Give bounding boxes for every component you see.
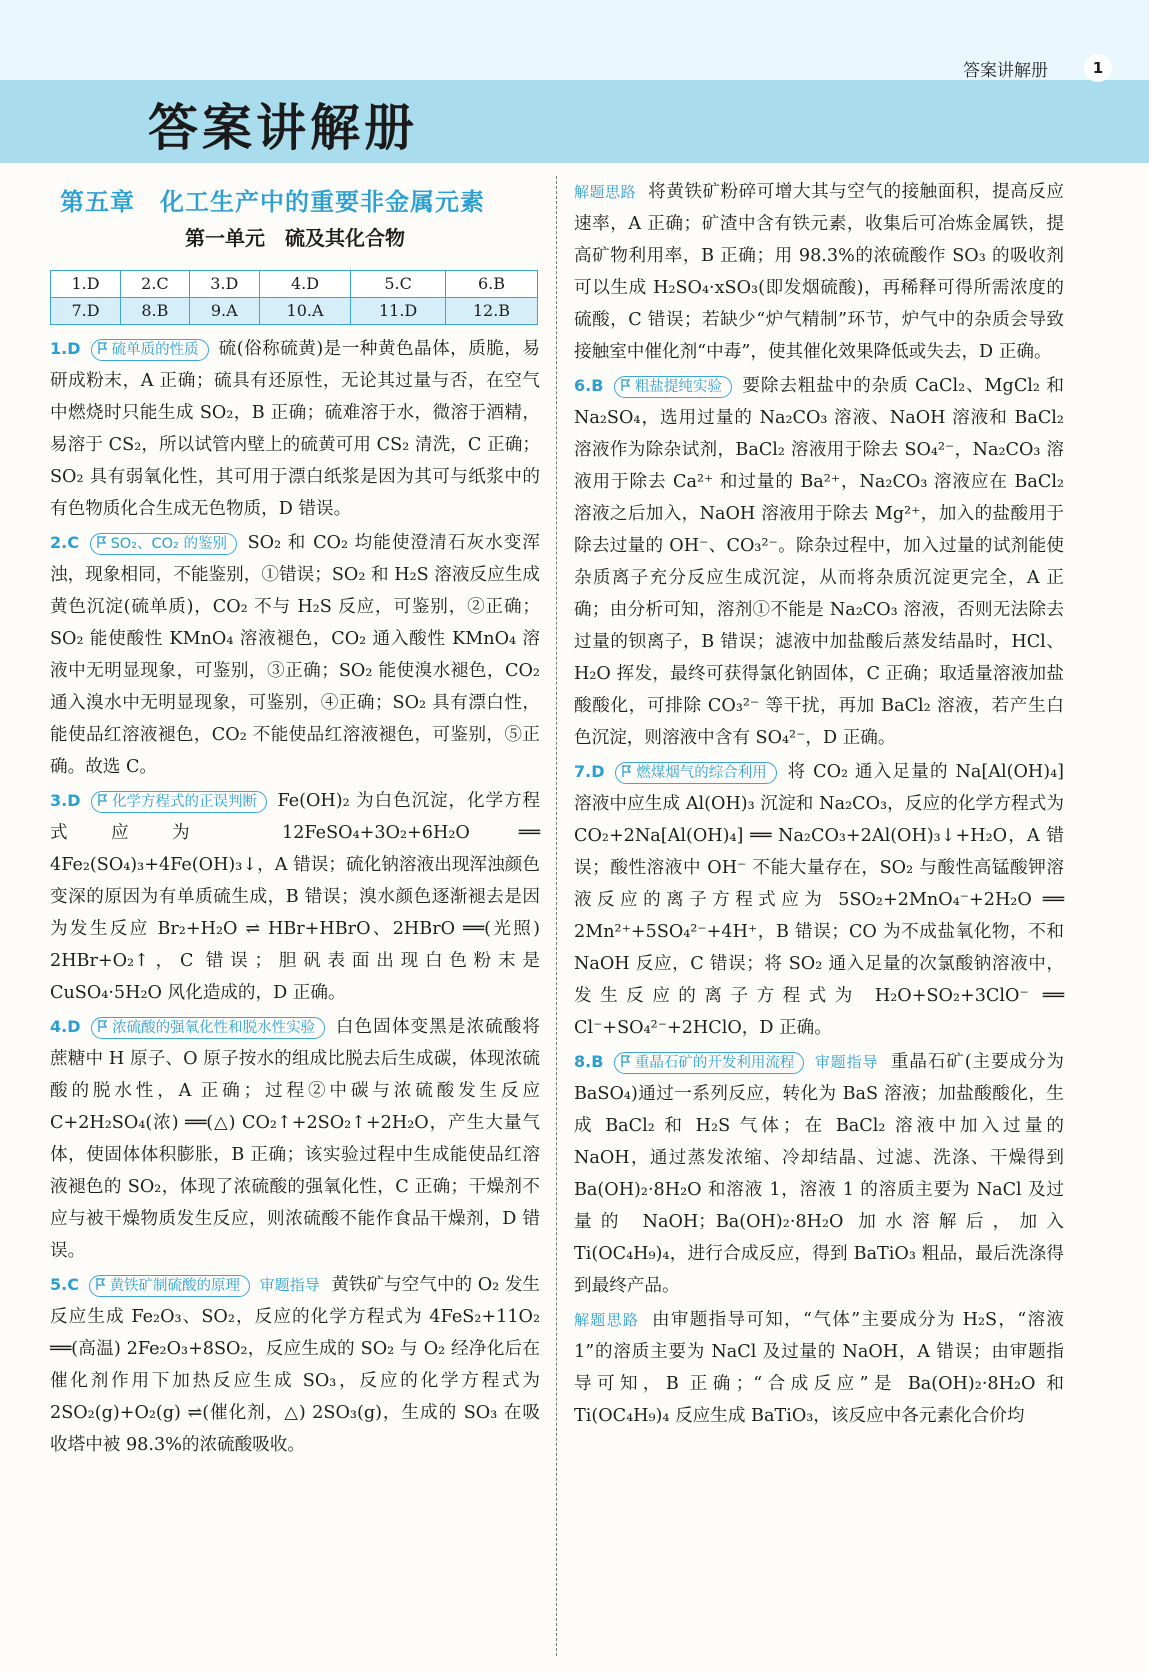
explanation-item: [574, 370, 1064, 754]
page-title: 答案讲解册: [148, 99, 418, 157]
topic-tag: [615, 762, 777, 784]
topic-tag-label: 粗盐提纯实验: [634, 379, 722, 395]
answer-cell: 3.D: [189, 271, 259, 298]
item-text: 要除去粗盐中的杂质 CaCl₂、MgCl₂ 和 Na₂SO₄，选用过量的 Na₂CO₃ 溶液、NaOH 溶液和 BaCl₂ 溶液作为除杂试剂，BaCl₂ 溶液用于除去 SO₄²⁻，Na₂CO₃ 溶液用于除去 Ca²⁺ 和过量的 Ba²⁺，Na₂CO₃ 溶液应在 BaCl₂ 溶液之后加入，NaOH 溶液用于除去 Mg²⁺，加入的盐酸用于除去过量的 OH⁻、CO₃²⁻。除杂过程中，加入过量的试剂能使杂质离子充分反应生成沉淀，从而将杂质沉淀更完全，A 正确；由分析可知，溶剂①不能是 Na₂CO₃ 溶液，否则无法除去过量的钡离子，B 错误；滤液中加盐酸后蒸发结晶时，HCl、H₂O 挥发，最终可获得氯化钠固体，C 正确；取适量溶液加盐酸酸化，可排除 CO₃²⁻ 等干扰，再加 BaCl₂ 溶液，若产生白色沉淀，则溶液中含有 SO₄²⁻，D 正确。: [574, 376, 1065, 748]
item-text: 由审题指导可知，“气体”主要成分为 H₂S，“溶液 1”的溶质主要为 NaCl 及过量的 NaOH，A 错误；由审题指导可知，B 正确；“合成反应”是 Ba(OH)₂·8H₂O 和 Ti(OC₄H₉)₄ 反应生成 BaTiO₃，该反应中各元素化合价均: [574, 1310, 1064, 1426]
explanation-item: [574, 176, 1064, 368]
item-text: 白色固体变黑是浓硫酸将蔗糖中 H 原子、O 原子按水的组成比脱去后生成碳，体现浓硫酸的脱水性，A 正确；过程②中碳与浓硫酸发生反应 C+2H₂SO₄(浓) ══(△) CO₂↑+2SO₂↑+2H₂O，产生大量气体，使固体体积膨胀，B 正确；该实验过程中生成能使品红溶液褪色的 SO₂，体现了浓硫酸的强氧化性，C 正确；干燥剂不应与被干燥物质发生反应，则浓硫酸不能作食品干燥剂，D 错误。: [50, 1017, 541, 1261]
explanation-item: [574, 1304, 1064, 1432]
column-divider: [556, 176, 557, 1656]
answer-cell: 1.D: [51, 271, 121, 298]
answer-table: [50, 270, 538, 325]
item-text: 重晶石矿(主要成分为 BaSO₄)通过一系列反应，转化为 BaS 溶液；加盐酸酸化，生成 BaCl₂ 和 H₂S 气体；在 BaCl₂ 溶液中加入过量的 NaOH，通过蒸发浓缩、冷却结晶、过滤、洗涤、干燥得到 Ba(OH)₂·8H₂O 和溶液 1，溶液 1 的溶质主要为 NaCl 及过量的 NaOH；Ba(OH)₂·8H₂O 加水溶解后，加入 Ti(OC₄H₉)₄，进行合成反应，得到 BaTiO₃ 粗品，最后洗涤得到最终产品。: [574, 1052, 1065, 1296]
item-number: 8.B: [574, 1052, 604, 1071]
topic-tag: [614, 376, 732, 398]
topic-tag: [91, 1017, 325, 1039]
flag-icon: [96, 1278, 106, 1290]
item-text: 黄铁矿与空气中的 O₂ 发生反应生成 Fe₂O₃、SO₂，反应的化学方程式为 4FeS₂+11O₂ ══(高温) 2Fe₂O₃+8SO₂，反应生成的 SO₂ 与 O₂ 经净化后在催化剂作用下加热反应生成 SO₃，反应的化学方程式为 2SO₂(g)+O₂(g) ⇌(催化剂，△) 2SO₃(g)，生成的 SO₃ 在吸收塔中被 98.3%的浓硫酸吸收。: [50, 1275, 541, 1455]
topic-tag: [91, 791, 267, 813]
running-title: 答案讲解册: [963, 61, 1048, 81]
right-column: [574, 176, 1064, 1434]
answer-cell: 12.B: [445, 298, 537, 325]
answer-cell: 5.C: [351, 271, 446, 298]
unit-title: 第一单元 硫及其化合物: [185, 226, 405, 250]
chapter-title: 第五章 化工生产中的重要非金属元素: [60, 187, 485, 216]
item-number: 2.C: [50, 533, 79, 552]
item-text: 硫(俗称硫黄)是一种黄色晶体，质脆，易研成粉末，A 正确；硫具有还原性，无论其过量与否，在空气中燃烧时只能生成 SO₂，B 正确；硫难溶于水，微溶于酒精，易溶于 CS₂，所以试管内壁上的硫黄可用 CS₂ 清洗，C 正确；SO₂ 具有弱氧化性，其可用于漂白纸浆是因为其可与纸浆中的有色物质化合生成无色物质，D 错误。: [50, 339, 541, 519]
topic-tag-label: 重晶石矿的开发利用流程: [634, 1055, 795, 1071]
topic-tag-label: 燃煤烟气的综合利用: [636, 765, 767, 781]
item-number: 4.D: [50, 1017, 81, 1036]
item-number: 7.D: [574, 762, 605, 781]
flag-icon: [621, 1055, 631, 1067]
topic-tag: [89, 1275, 251, 1297]
item-number: 6.B: [574, 376, 604, 395]
item-number: 5.C: [50, 1275, 79, 1294]
topic-tag-label: 浓硫酸的强氧化性和脱水性实验: [112, 1020, 316, 1036]
left-column: [50, 176, 540, 1463]
flag-icon: [98, 794, 108, 806]
hint-label: 审题指导: [259, 1276, 320, 1294]
flag-icon: [621, 379, 631, 391]
answer-cell: 4.D: [259, 271, 351, 298]
topic-tag: [91, 339, 209, 361]
item-text: 将黄铁矿粉碎可增大其与空气的接触面积，提高反应速率，A 正确；矿渣中含有铁元素，收集后可冶炼金属铁，提高矿物利用率，B 正确；用 98.3%的浓硫酸作 SO₃ 的吸收剂可以生成 H₂SO₄·xSO₃(即发烟硫酸)，再稀释可得所需浓度的硫酸，C 错误；若缺少“炉气精制”环节，炉气中的杂质会导致接触室中催化剂“中毒”，使其催化效果降低或失去，D 正确。: [574, 182, 1064, 362]
item-text: 将 CO₂ 通入足量的 Na[Al(OH)₄]溶液中应生成 Al(OH)₃ 沉淀和 Na₂CO₃，反应的化学方程式为 CO₂+2Na[Al(OH)₄] ══ Na₂CO₃+2Al(OH)₃↓+H₂O，A 错误；酸性溶液中 OH⁻ 不能大量存在，SO₂ 与酸性高锰酸钾溶液反应的离子方程式应为 5SO₂+2MnO₄⁻+2H₂O ══ 2Mn²⁺+5SO₄²⁻+4H⁺，B 错误；CO 为不成盐氧化物，不和 NaOH 反应，C 错误；将 SO₂ 通入足量的次氯酸钠溶液中，发生反应的离子方程式为 H₂O+SO₂+3ClO⁻ ══ Cl⁻+SO₄²⁻+2HClO，D 正确。: [574, 762, 1064, 1038]
topic-tag: [90, 533, 237, 555]
topic-tag-label: 黄铁矿制硫酸的原理: [109, 1278, 241, 1294]
page-number: 1: [1084, 54, 1112, 82]
explanation-item: [574, 756, 1064, 1044]
answer-cell: 2.C: [121, 271, 190, 298]
topic-tag-label: 硫单质的性质: [111, 342, 199, 358]
flag-icon: [98, 342, 108, 354]
hint-label: 解题思路: [574, 1311, 640, 1329]
answer-cell: 8.B: [121, 298, 190, 325]
answer-row: [51, 298, 538, 325]
item-text: SO₂ 和 CO₂ 均能使澄清石灰水变浑浊，现象相同，不能鉴别，①错误；SO₂ 和 H₂S 溶液反应生成黄色沉淀(硫单质)，CO₂ 不与 H₂S 反应，可鉴别，②正确；SO₂ 能使酸性 KMnO₄ 溶液褪色，CO₂ 通入酸性 KMnO₄ 溶液中无明显现象，可鉴别，③正确；SO₂ 能使溴水褪色，CO₂ 通入溴水中无明显现象，可鉴别，④正确；SO₂ 具有漂白性，能使品红溶液褪色，CO₂ 不能使品红溶液褪色，可鉴别，⑤正确。故选 C。: [50, 533, 540, 777]
answer-cell: 6.B: [445, 271, 537, 298]
explanation-item: [50, 333, 540, 525]
topic-tag-label: 化学方程式的正误判断: [111, 794, 257, 810]
flag-icon: [622, 765, 632, 777]
flag-icon: [97, 536, 107, 548]
answer-cell: 9.A: [189, 298, 259, 325]
explanation-item: [50, 1269, 540, 1461]
item-number: 3.D: [50, 791, 81, 810]
item-number: 1.D: [50, 339, 81, 358]
topic-tag: [614, 1052, 805, 1074]
hint-label: 审题指导: [814, 1053, 879, 1071]
answer-row: [51, 271, 538, 298]
explanation-item: [50, 785, 540, 1009]
explanation-item: [50, 527, 540, 783]
answer-cell: 11.D: [351, 298, 446, 325]
explanation-item: [50, 1011, 540, 1267]
item-text: Fe(OH)₂ 为白色沉淀，化学方程式应为 12FeSO₄+3O₂+6H₂O ══ 4Fe₂(SO₄)₃+4Fe(OH)₃↓，A 错误；硫化钠溶液出现浑浊颜色变深的原因为有单质硫生成，B 错误；溴水颜色逐渐褪去是因为发生反应 Br₂+H₂O ⇌ HBr+HBrO、2HBrO ══(光照) 2HBr+O₂↑，C 错误；胆矾表面出现白色粉末是 CuSO₄·5H₂O 风化造成的，D 正确。: [50, 791, 541, 1003]
hint-label: 解题思路: [574, 183, 637, 201]
topic-tag-label: SO₂、CO₂ 的鉴别: [110, 536, 227, 552]
answer-cell: 10.A: [259, 298, 351, 325]
flag-icon: [98, 1020, 108, 1032]
answer-cell: 7.D: [51, 298, 121, 325]
page-header: [0, 0, 1149, 163]
explanation-item: [574, 1046, 1064, 1302]
